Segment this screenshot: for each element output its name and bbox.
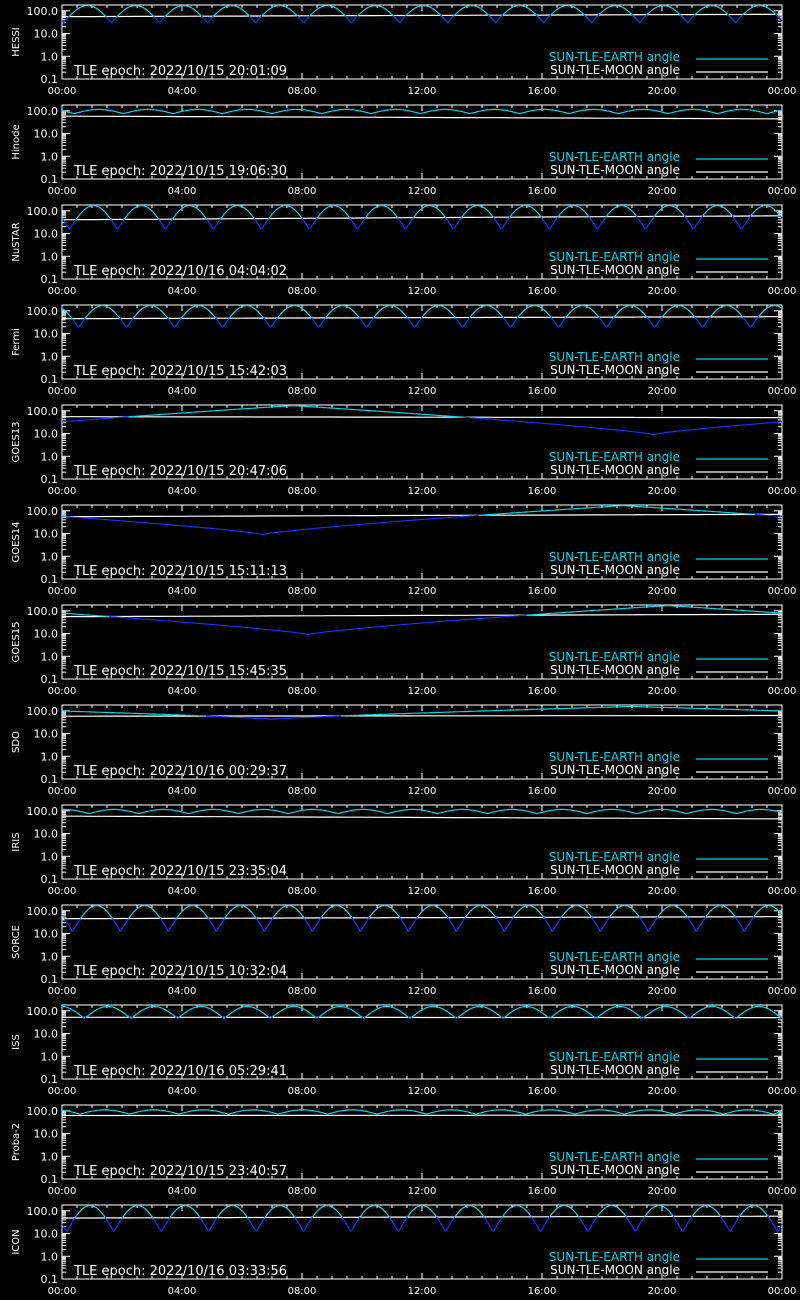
x-tick-label: 00:00 [47,886,77,897]
tle-epoch-label: TLE epoch: 2022/10/16 03:33:56 [74,1264,288,1279]
x-tick-label: 12:00 [407,386,437,397]
x-tick-label: 16:00 [527,986,557,997]
x-tick-label: 08:00 [287,1086,317,1097]
panel-label: GOES13 [11,421,22,463]
x-tick-label: 00:00 [47,286,77,297]
panel-iss [11,1005,796,1097]
y-tick-label: 10.0 [33,427,58,441]
y-tick-label: 10.0 [33,27,58,41]
y-tick-label: 10.0 [33,127,58,141]
tle-epoch-label: TLE epoch: 2022/10/15 15:11:13 [74,564,288,579]
legend-moon-label: SUN-TLE-MOON angle [550,63,680,77]
y-tick-label: 0.1 [40,773,58,786]
x-tick-label: 16:00 [527,86,557,97]
legend-moon-label: SUN-TLE-MOON angle [550,963,680,977]
panel-sdo [11,705,796,797]
x-tick-label: 20:00 [647,1286,677,1297]
x-tick-label: 00:00 [47,786,77,797]
panel-hinode [11,105,796,197]
legend-earth-label: SUN-TLE-EARTH angle [548,1150,680,1164]
y-tick-label: 1.0 [40,250,58,264]
x-tick-label: 12:00 [407,86,437,97]
legend-moon-label: SUN-TLE-MOON angle [550,863,680,877]
x-tick-label: 20:00 [647,886,677,897]
x-tick-label: 20:00 [647,286,677,297]
legend-earth-label: SUN-TLE-EARTH angle [548,1250,680,1264]
y-tick-label: 10.0 [33,1127,58,1141]
y-tick-label: 100.0 [26,704,58,718]
earth-angle-line-below [109,615,527,634]
x-tick-label: 00:00 [47,186,77,197]
panel-goes15 [11,605,796,697]
x-tick-label: 20:00 [647,1186,677,1197]
x-tick-label: 16:00 [527,886,557,897]
x-tick-label: 16:00 [527,1186,557,1197]
legend-earth-label: SUN-TLE-EARTH angle [548,150,680,164]
legend-earth-label: SUN-TLE-EARTH angle [548,450,680,464]
legend-earth-label: SUN-TLE-EARTH angle [548,950,680,964]
y-tick-label: 1.0 [40,1150,58,1164]
y-tick-label: 1.0 [40,850,58,864]
x-tick-label: 00:00 [767,86,797,97]
x-tick-label: 04:00 [167,186,197,197]
y-tick-label: 1.0 [40,50,58,64]
legend-earth-label: SUN-TLE-EARTH angle [548,50,680,64]
y-tick-label: 100.0 [26,1004,58,1018]
y-tick-label: 0.1 [40,573,58,586]
x-tick-label: 00:00 [767,186,797,197]
legend-earth-label: SUN-TLE-EARTH angle [548,1050,680,1064]
panel-label: GOES14 [11,521,22,563]
x-tick-label: 04:00 [167,386,197,397]
y-tick-label: 0.1 [40,373,58,386]
legend-moon-label: SUN-TLE-MOON angle [550,763,680,777]
panel-fermi [11,305,796,397]
x-tick-label: 16:00 [527,486,557,497]
y-tick-label: 0.1 [40,973,58,986]
panel-label: Fermi [11,328,22,356]
x-tick-label: 20:00 [647,186,677,197]
y-tick-label: 10.0 [33,227,58,241]
x-tick-label: 16:00 [527,186,557,197]
tle-epoch-label: TLE epoch: 2022/10/15 15:45:35 [74,664,288,679]
x-tick-label: 08:00 [287,1286,317,1297]
y-tick-label: 100.0 [26,1204,58,1218]
legend-moon-label: SUN-TLE-MOON angle [550,363,680,377]
x-tick-label: 00:00 [767,886,797,897]
x-tick-label: 20:00 [647,86,677,97]
x-tick-label: 12:00 [407,886,437,897]
x-tick-label: 00:00 [47,986,77,997]
x-tick-label: 12:00 [407,786,437,797]
earth-angle-line-below [62,1216,782,1232]
legend-moon-label: SUN-TLE-MOON angle [550,663,680,677]
x-tick-label: 04:00 [167,1186,197,1197]
x-tick-label: 16:00 [527,1086,557,1097]
x-tick-label: 20:00 [647,686,677,697]
y-tick-label: 10.0 [33,827,58,841]
panel-sorce [11,905,796,997]
tle-epoch-label: TLE epoch: 2022/10/15 23:40:57 [74,1164,288,1179]
earth-angle-line-below [66,514,782,534]
x-tick-label: 00:00 [767,286,797,297]
y-tick-label: 10.0 [33,1027,58,1041]
y-tick-label: 0.1 [40,673,58,686]
moon-angle-line [62,116,782,119]
x-tick-label: 08:00 [287,586,317,597]
x-tick-label: 00:00 [767,586,797,597]
moon-angle-line [62,816,782,819]
x-tick-label: 00:00 [47,386,77,397]
x-tick-label: 00:00 [767,1286,797,1297]
y-tick-label: 0.1 [40,73,58,86]
x-tick-label: 16:00 [527,286,557,297]
panel-label: HESSI [11,27,22,57]
y-tick-label: 0.1 [40,473,58,486]
y-tick-label: 1.0 [40,450,58,464]
y-tick-label: 0.1 [40,1273,58,1286]
y-tick-label: 100.0 [26,1104,58,1118]
x-tick-label: 12:00 [407,486,437,497]
x-tick-label: 08:00 [287,786,317,797]
tle-epoch-label: TLE epoch: 2022/10/16 04:04:02 [74,264,288,279]
moon-angle-line [62,14,782,16]
legend-earth-label: SUN-TLE-EARTH angle [548,350,680,364]
x-tick-label: 16:00 [527,686,557,697]
x-tick-label: 00:00 [47,586,77,597]
y-tick-label: 1.0 [40,1050,58,1064]
y-tick-label: 1.0 [40,650,58,664]
x-tick-label: 00:00 [767,1186,797,1197]
x-tick-label: 00:00 [767,1086,797,1097]
x-tick-label: 08:00 [287,486,317,497]
legend-moon-label: SUN-TLE-MOON angle [550,263,680,277]
moon-angle-line [62,917,782,919]
panel-icon [11,1205,796,1297]
x-tick-label: 12:00 [407,186,437,197]
y-tick-label: 10.0 [33,927,58,941]
y-tick-label: 0.1 [40,1173,58,1186]
y-tick-label: 1.0 [40,550,58,564]
legend-moon-label: SUN-TLE-MOON angle [550,1263,680,1277]
y-tick-label: 100.0 [26,204,58,218]
tle-epoch-label: TLE epoch: 2022/10/16 00:29:37 [74,764,288,779]
x-tick-label: 00:00 [47,86,77,97]
y-tick-label: 1.0 [40,750,58,764]
y-tick-label: 1.0 [40,150,58,164]
x-tick-label: 20:00 [647,986,677,997]
x-tick-label: 00:00 [767,386,797,397]
y-tick-label: 10.0 [33,627,58,641]
y-tick-label: 0.1 [40,273,58,286]
x-tick-label: 12:00 [407,1286,437,1297]
x-tick-label: 08:00 [287,386,317,397]
moon-angle-line [62,716,782,717]
tle-epoch-label: TLE epoch: 2022/10/15 20:47:06 [74,464,288,479]
x-tick-label: 04:00 [167,586,197,597]
moon-angle-line [62,417,782,418]
y-tick-label: 1.0 [40,1250,58,1264]
y-tick-label: 10.0 [33,727,58,741]
legend-earth-label: SUN-TLE-EARTH angle [548,850,680,864]
moon-angle-line [62,216,782,220]
legend-moon-label: SUN-TLE-MOON angle [550,1163,680,1177]
panel-nustar [11,205,796,297]
tle-epoch-label: TLE epoch: 2022/10/16 05:29:41 [74,1064,288,1079]
panel-goes13 [11,405,796,497]
x-tick-label: 12:00 [407,686,437,697]
panel-label: SDO [11,731,22,753]
x-tick-label: 20:00 [647,386,677,397]
panel-iris [11,805,796,897]
moon-angle-line [62,514,782,516]
x-tick-label: 16:00 [527,1286,557,1297]
x-tick-label: 20:00 [647,586,677,597]
y-tick-label: 100.0 [26,104,58,118]
x-tick-label: 00:00 [47,1086,77,1097]
x-tick-label: 08:00 [287,286,317,297]
x-tick-label: 08:00 [287,986,317,997]
x-tick-label: 00:00 [47,486,77,497]
panel-label: ICON [11,1229,22,1255]
legend-earth-label: SUN-TLE-EARTH angle [548,650,680,664]
x-tick-label: 08:00 [287,886,317,897]
legend-moon-label: SUN-TLE-MOON angle [550,463,680,477]
x-tick-label: 04:00 [167,686,197,697]
x-tick-label: 16:00 [527,386,557,397]
x-tick-label: 00:00 [767,786,797,797]
y-tick-label: 100.0 [26,804,58,818]
x-tick-label: 08:00 [287,86,317,97]
x-tick-label: 04:00 [167,486,197,497]
x-tick-label: 00:00 [767,486,797,497]
x-tick-label: 20:00 [647,1086,677,1097]
y-tick-label: 100.0 [26,604,58,618]
panel-hessi [11,5,796,97]
tle-epoch-label: TLE epoch: 2022/10/15 10:32:04 [74,964,288,979]
y-tick-label: 100.0 [26,404,58,418]
x-tick-label: 00:00 [47,686,77,697]
y-tick-label: 1.0 [40,950,58,964]
legend-earth-label: SUN-TLE-EARTH angle [548,250,680,264]
x-tick-label: 04:00 [167,986,197,997]
y-tick-label: 10.0 [33,527,58,541]
y-tick-label: 10.0 [33,327,58,341]
y-tick-label: 100.0 [26,4,58,18]
y-tick-label: 10.0 [33,1227,58,1241]
x-tick-label: 12:00 [407,986,437,997]
earth-angle-line-above [62,1007,780,1018]
x-tick-label: 12:00 [407,286,437,297]
panel-label: Hinode [11,124,22,160]
x-tick-label: 08:00 [287,186,317,197]
x-tick-label: 08:00 [287,1186,317,1197]
x-tick-label: 04:00 [167,286,197,297]
panel-goes14 [11,505,796,597]
x-tick-label: 04:00 [167,86,197,97]
x-tick-label: 00:00 [47,1286,77,1297]
panel-label: ISS [11,1034,22,1050]
y-tick-label: 1.0 [40,350,58,364]
tle-epoch-label: TLE epoch: 2022/10/15 15:42:03 [74,364,288,379]
x-tick-label: 12:00 [407,1186,437,1197]
x-tick-label: 16:00 [527,586,557,597]
earth-angle-line-above [128,406,463,418]
legend-earth-label: SUN-TLE-EARTH angle [548,550,680,564]
x-tick-label: 04:00 [167,1286,197,1297]
tle-epoch-label: TLE epoch: 2022/10/15 19:06:30 [74,164,288,179]
y-tick-label: 0.1 [40,173,58,186]
y-tick-label: 0.1 [40,873,58,886]
legend-earth-label: SUN-TLE-EARTH angle [548,750,680,764]
x-tick-label: 04:00 [167,886,197,897]
x-tick-label: 00:00 [47,1186,77,1197]
x-tick-label: 08:00 [287,686,317,697]
x-tick-label: 04:00 [167,786,197,797]
y-tick-label: 100.0 [26,304,58,318]
x-tick-label: 00:00 [767,986,797,997]
y-tick-label: 100.0 [26,904,58,918]
legend-moon-label: SUN-TLE-MOON angle [550,563,680,577]
x-tick-label: 12:00 [407,1086,437,1097]
x-tick-label: 20:00 [647,486,677,497]
tle-epoch-label: TLE epoch: 2022/10/15 23:35:04 [74,864,288,879]
x-tick-label: 16:00 [527,786,557,797]
earth-angle-line-above [62,809,782,813]
legend-moon-label: SUN-TLE-MOON angle [550,163,680,177]
panel-label: Proba-2 [11,1122,22,1162]
panel-label: IRIS [11,832,22,852]
panel-label: NuSTAR [11,222,22,262]
x-tick-label: 00:00 [767,686,797,697]
x-tick-label: 20:00 [647,786,677,797]
x-tick-label: 04:00 [167,1086,197,1097]
panel-proba-2 [11,1105,796,1197]
panel-label: SORCE [11,925,22,959]
moon-angle-line [62,614,782,616]
earth-angle-line-below [62,417,782,435]
legend-moon-label: SUN-TLE-MOON angle [550,1063,680,1077]
panel-label: GOES15 [11,621,22,663]
x-tick-label: 12:00 [407,586,437,597]
y-tick-label: 100.0 [26,504,58,518]
tle-epoch-label: TLE epoch: 2022/10/15 20:01:09 [74,64,288,79]
y-tick-label: 0.1 [40,1073,58,1086]
